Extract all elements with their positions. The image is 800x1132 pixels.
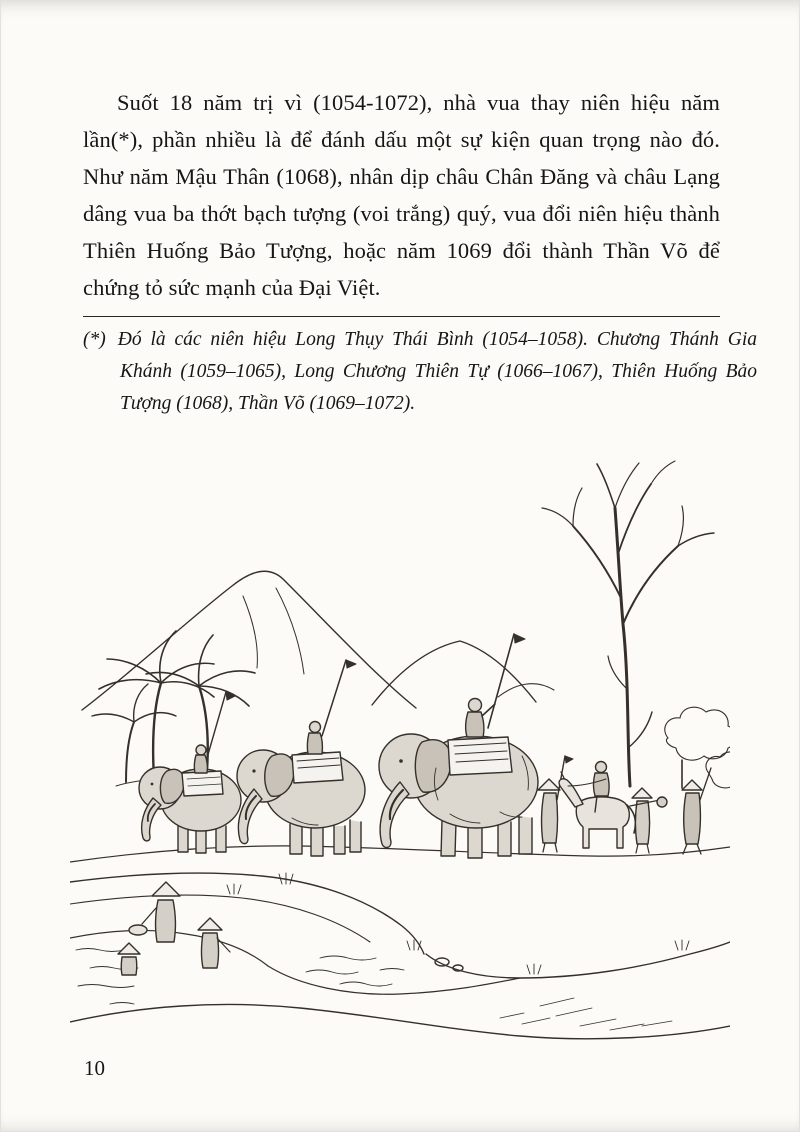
page-number: 10 — [84, 1056, 105, 1080]
bushes — [665, 707, 730, 788]
elephant-middle — [237, 660, 365, 856]
palm-trees — [92, 631, 255, 786]
escort-figure — [538, 756, 573, 852]
stream-banks — [70, 873, 730, 1039]
porter-figure — [630, 788, 667, 853]
footnote-text: Đó là các niên hiệu Long Thụy Thái Bình (1054–1058). Chương Thánh Gia Khánh (1059–1065), Long Chương Thiên Tự (1066–1067), Thiên Huống Bảo Tượng (1068), Thần Võ (1069–1072). — [117, 329, 757, 414]
dead-tree — [542, 461, 714, 786]
footnote — [83, 324, 757, 420]
footnote-marker: (*) — [83, 329, 106, 350]
horse-and-rider — [559, 762, 635, 849]
walker-figure — [682, 768, 711, 854]
ground-line — [70, 846, 730, 862]
foreground-hatching — [500, 998, 672, 1030]
illustration-elephant-procession — [70, 438, 730, 1048]
grass-tufts — [227, 873, 689, 974]
main-paragraph: Suốt 18 năm trị vì (1054-1072), nhà vua thay niên hiệu năm lần(*), phần nhiều là để đánh dấu một sự kiện quan trọng nào đó. Như năm Mậu Thân (1068), nhân dịp châu Chân Đăng và châu Lạng dâng vua ba thớt bạch tượng (voi trắng) quý, vua đổi niên hiệu thành Thiên Huống Bảo Tượng, hoặc năm 1069 đổi thành Thần Võ để chứng tỏ sức mạnh của Đại Việt. — [83, 90, 720, 300]
elephant-large — [379, 634, 538, 858]
footnote-divider — [83, 316, 720, 317]
mountains — [82, 571, 554, 710]
